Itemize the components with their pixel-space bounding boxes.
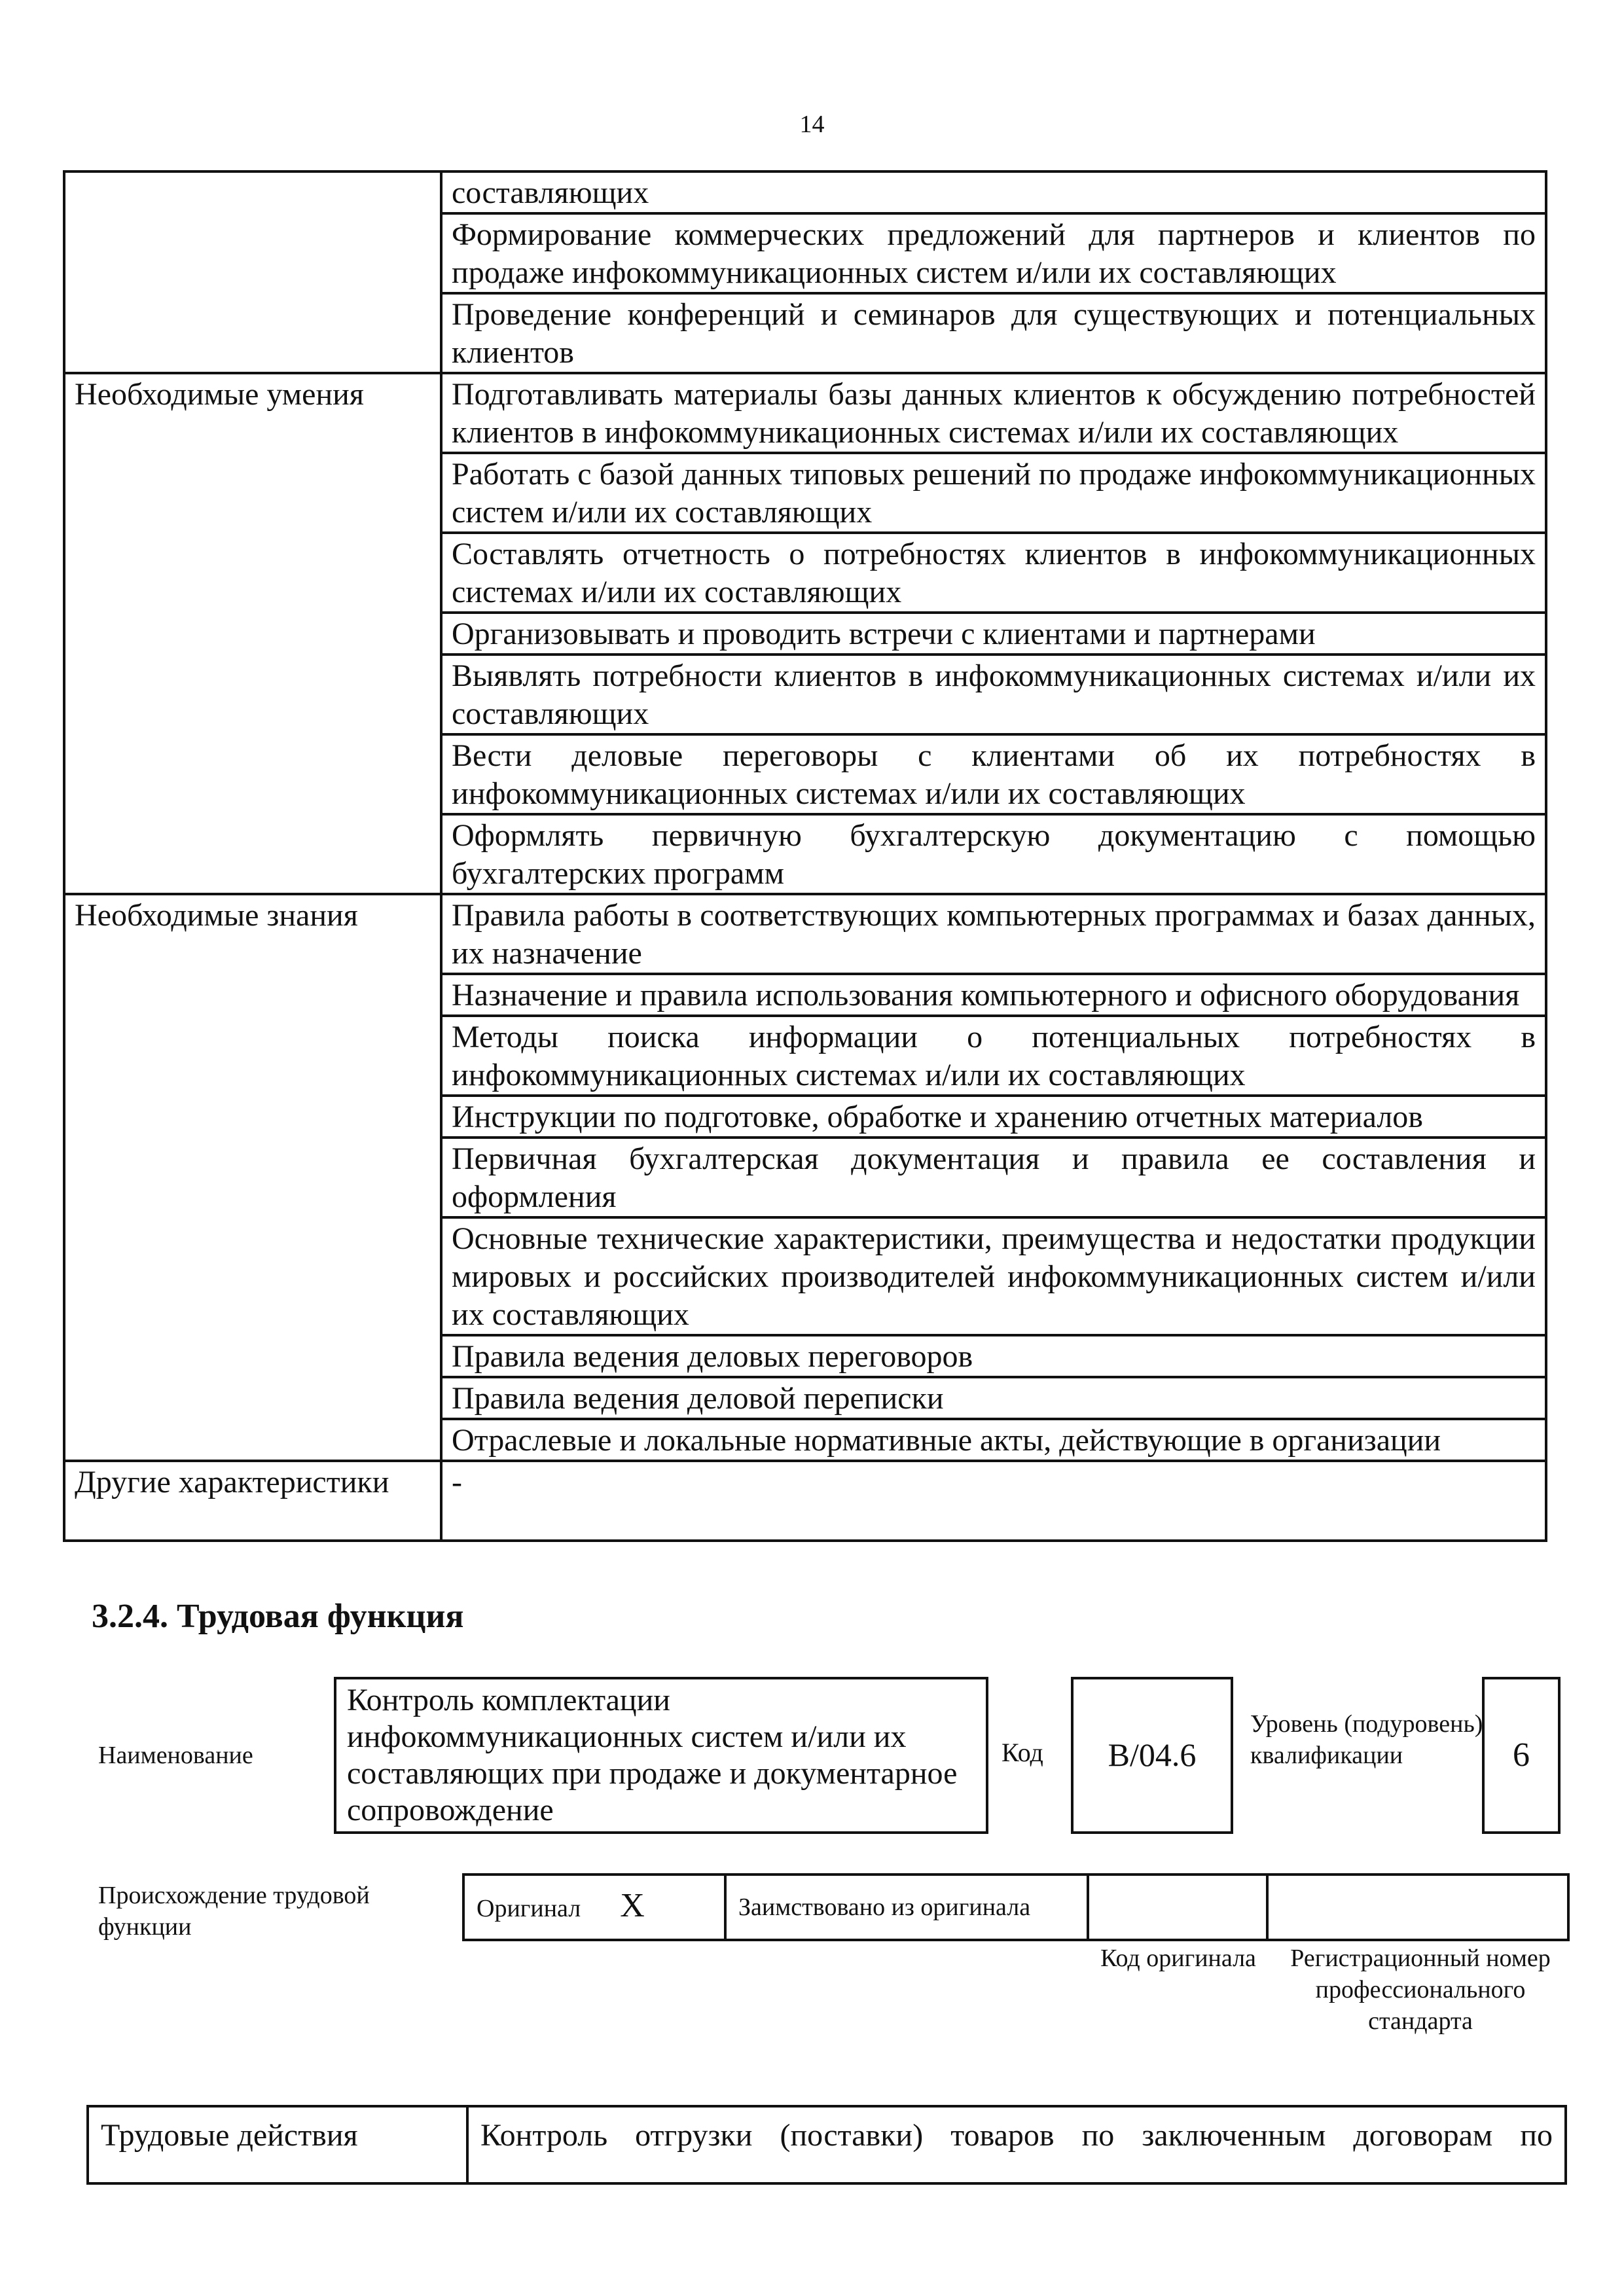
- registration-caption: Регистрационный номер профессионального стандарта: [1290, 1945, 1551, 2035]
- knowledge-item: Основные технические характеристики, преимущества и недостатки продукции мировых и российских производителей инфокоммуникационных систем и/или их составляющих: [441, 1217, 1546, 1335]
- skill-item: Составлять отчетность о потребностях клиентов в инфокоммуникационных системах и/или их составляющих: [441, 533, 1546, 613]
- table-item: Проведение конференций и семинаров для существующих и потенциальных клиентов: [441, 293, 1546, 373]
- code-value-box: B/04.6: [1071, 1677, 1233, 1834]
- table-item: составляющих: [441, 171, 1546, 213]
- knowledge-item: Первичная бухгалтерская документация и правила ее составления и оформления: [441, 1138, 1546, 1217]
- original-label: Оригинал: [477, 1895, 581, 1922]
- table-row: [463, 1874, 1568, 1940]
- original-mark: X: [620, 1887, 645, 1924]
- skill-item: Оформлять первичную бухгалтерскую документацию с помощью бухгалтерских программ: [441, 814, 1546, 894]
- name-value-box: Контроль комплектации инфокоммуникационных систем и/или их составляющих при продаже и документарное сопровождение: [334, 1677, 988, 1834]
- competency-table: [63, 170, 1547, 1542]
- knowledge-item: Отраслевые и локальные нормативные акты, действующие в организации: [441, 1419, 1546, 1461]
- knowledge-item: Правила работы в соответствующих компьютерных программах и базах данных, их назначение: [441, 894, 1546, 974]
- original-cell: [463, 1874, 725, 1940]
- other-label: Другие характеристики: [64, 1461, 441, 1541]
- skill-item: Вести деловые переговоры с клиентами об их потребностях в инфокоммуникационных системах и/или их составляющих: [441, 734, 1546, 814]
- table-row: [64, 373, 1546, 453]
- table-row: [64, 894, 1546, 974]
- skill-item: Организовывать и проводить встречи с клиентами и партнерами: [441, 613, 1546, 655]
- labor-actions-table: [86, 2105, 1567, 2185]
- section-heading: 3.2.4. Трудовая функция: [92, 1598, 464, 1635]
- name-label: Наименование: [98, 1742, 253, 1769]
- borrowed-label: Заимствовано из оригинала: [725, 1874, 1088, 1940]
- knowledge-item: Методы поиска информации о потенциальных потребностях в инфокоммуникационных системах и/или их составляющих: [441, 1016, 1546, 1096]
- table-row: [64, 171, 1546, 213]
- knowledge-item: Инструкции по подготовке, обработке и хранению отчетных материалов: [441, 1096, 1546, 1138]
- knowledge-item: Правила ведения деловых переговоров: [441, 1335, 1546, 1377]
- labor-actions-label: Трудовые действия: [88, 2106, 467, 2183]
- skill-item: Подготавливать материалы базы данных клиентов к обсуждению потребностей клиентов в инфокоммуникационных системах и/или их составляющих: [441, 373, 1546, 453]
- skill-item: Работать с базой данных типовых решений по продаже инфокоммуникационных систем и/или их составляющих: [441, 453, 1546, 533]
- knowledge-item: Назначение и правила использования компьютерного и офисного оборудования: [441, 974, 1546, 1016]
- knowledge-label: Необходимые знания: [64, 894, 441, 1461]
- skills-label: Необходимые умения: [64, 373, 441, 894]
- knowledge-item: Правила ведения деловой переписки: [441, 1377, 1546, 1419]
- code-caption: Код оригинала: [1100, 1945, 1256, 1972]
- origin-label: Происхождение трудовой функции: [98, 1882, 370, 1941]
- level-value-box: 6: [1482, 1677, 1561, 1834]
- table-row: [64, 1461, 1546, 1541]
- other-value: -: [441, 1461, 1546, 1541]
- original-code-cell: [1088, 1874, 1267, 1940]
- origin-table: [462, 1873, 1570, 1941]
- continuation-label-cell: [64, 171, 441, 373]
- registration-number-cell: [1267, 1874, 1568, 1940]
- page-number: 14: [799, 111, 825, 138]
- skill-item: Выявлять потребности клиентов в инфокоммуникационных системах и/или их составляющих: [441, 655, 1546, 734]
- code-label: Код: [1001, 1738, 1043, 1767]
- table-row: [88, 2106, 1566, 2183]
- labor-action-item: Контроль отгрузки (поставки) товаров по заключенным договорам по: [467, 2106, 1566, 2183]
- level-label: Уровень (подуровень) квалификации: [1250, 1710, 1483, 1769]
- table-item: Формирование коммерческих предложений для партнеров и клиентов по продаже инфокоммуникационных систем и/или их составляющих: [441, 213, 1546, 293]
